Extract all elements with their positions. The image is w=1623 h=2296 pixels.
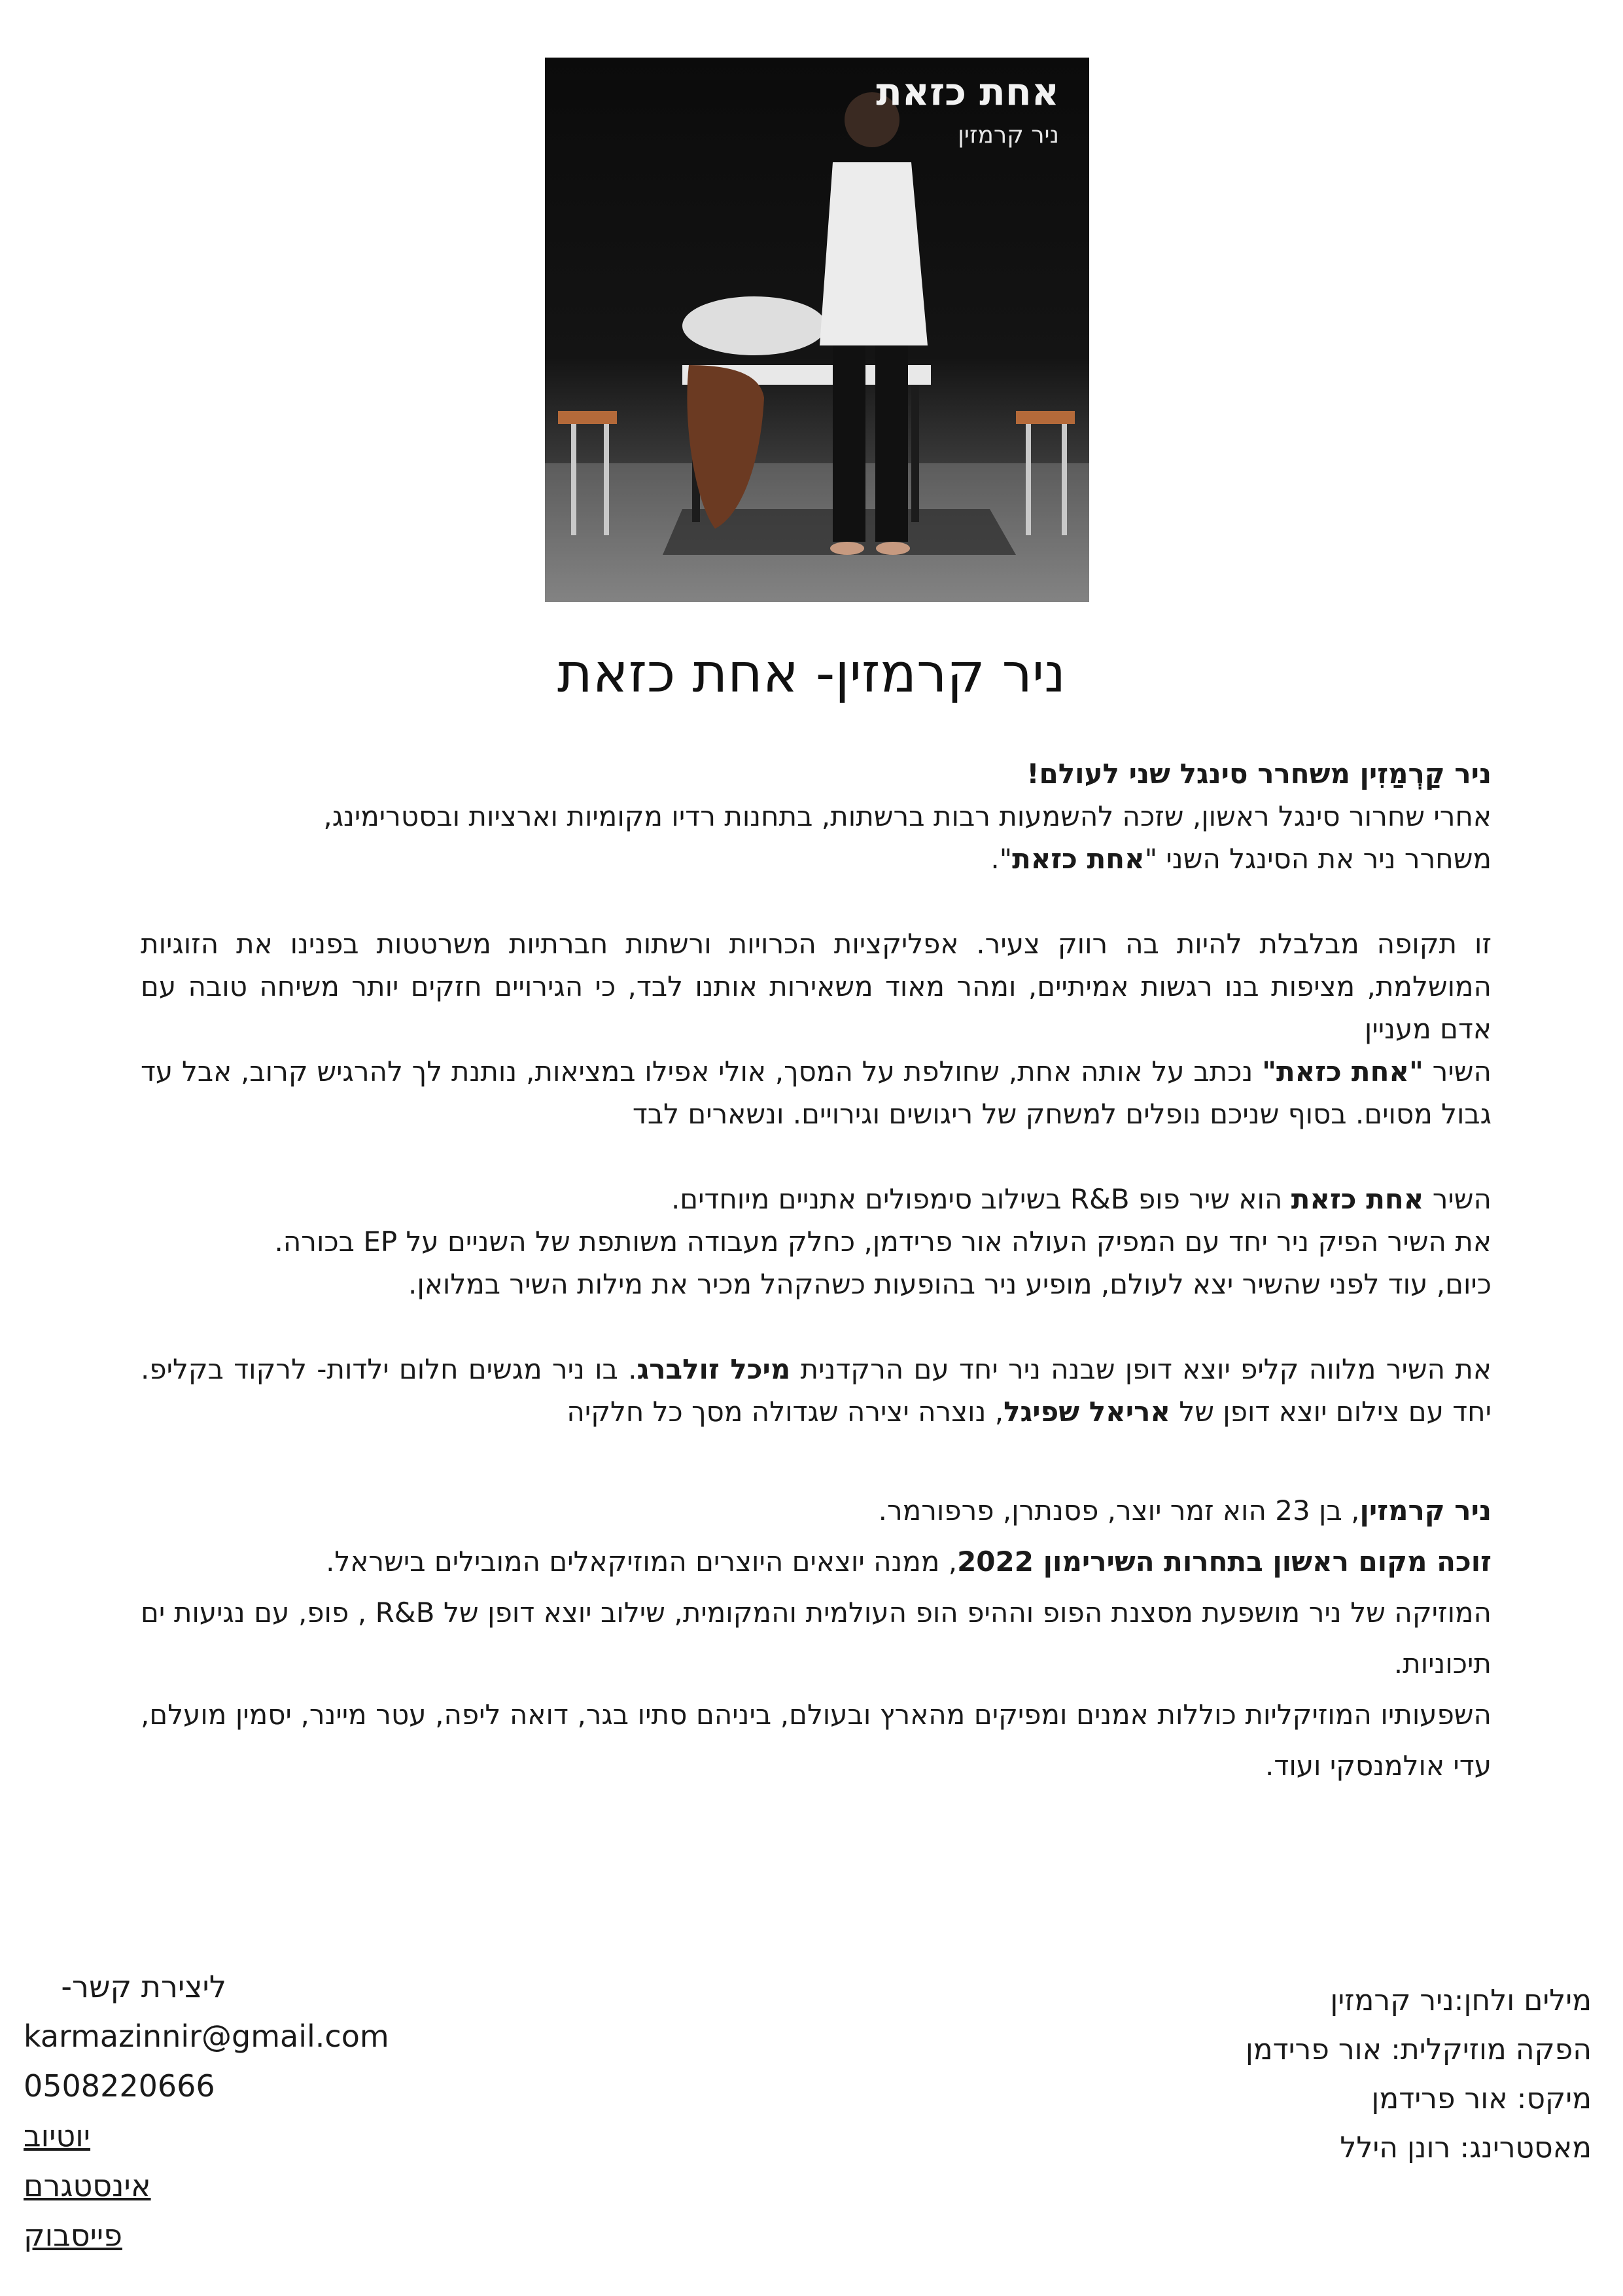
- youtube-link[interactable]: יוטיוב: [24, 2118, 91, 2153]
- bio-style: המוזיקה של ניר מושפעת מסצנת הפופ וההיפ הופ העולמית והמקומית, שילוב יוצא דופן של R&B , פופ, עם נגיעות ים תיכוניות.: [141, 1597, 1492, 1680]
- song-credits: [1003, 1976, 1592, 2172]
- paragraph-production: את השיר הפיק ניר יחד עם המפיק העולה אור פרידמן, כחלק מעבודה משותפת של השניים על EP בכורה.: [274, 1226, 1492, 1258]
- credit-mastering: מאסטרינג: רונן הילל: [1340, 2131, 1592, 2164]
- credit-lyrics-music: מילים ולחן:ניר קרמזין: [1330, 1984, 1592, 2017]
- contact-phone[interactable]: 0508220666: [24, 2068, 215, 2104]
- paragraph-song: השיר "אחת כזאת" נכתב על אותה אחת, שחולפת על המסך, אולי אפילו במציאות, נותנת לך להרגיש קרוב, אבל עד גבול מסוים. בסוף שניכם נופלים למשחק של ריגושים וגירויים. ונשארים לבד: [141, 1055, 1492, 1130]
- album-cover-image: [545, 58, 1089, 602]
- intro-line-1: אחרי שחרור סינגל ראשון, שזכה להשמעות רבות ברשתות, בתחנות רדיו מקומיות וארציות ובסטרימינג,: [323, 800, 1492, 832]
- cover-artist: ניר קרמזין: [958, 122, 1059, 149]
- paragraph-genre: השיר אחת כזאת הוא שיר פופ R&B בשילוב סימפולים אתניים מיוחדים.: [671, 1183, 1492, 1215]
- contact-block: [24, 1962, 481, 2260]
- credit-mix: מיקס: אור פרידמן: [1371, 2082, 1592, 2115]
- credit-production: הפקה מוזיקלית: אור פרידמן: [1245, 2033, 1592, 2066]
- contact-email[interactable]: karmazinnir@gmail.com: [24, 2019, 389, 2054]
- bio-influences: השפעותיו המוזיקליות כוללות אמנים ומפיקים מהארץ ובעולם, ביניהם סתיו בגר, דואה ליפה, עטר מיינר, יסמין מועלם, עדי אולמנסקי ועוד.: [141, 1699, 1492, 1782]
- press-release-body: [141, 752, 1492, 1792]
- facebook-link[interactable]: פייסבוק: [24, 2217, 122, 2253]
- bio-intro: ניר קרמזין, בן 23 הוא זמר יוצר, פסנתרן, פרפורמר.: [878, 1494, 1492, 1527]
- instagram-link[interactable]: אינסטגרם: [24, 2168, 151, 2203]
- paragraph-dating: זו תקופה מבלבלת להיות בה רווק צעיר. אפליקציות הכרויות ורשתות חברתיות משרטטות בפנינו את הזוגיות המושלמת, מציפות בנו רגשות אמיתיים, ומהר מאוד משאירות אותנו לבד, כי הגירויים חזקים יותר משיחה טובה עם אדם מעניין: [141, 928, 1492, 1045]
- paragraph-shows: כיום, עוד לפני שהשיר יצא לעולם, מופיע ניר בהופעות כשהקהל מכיר את מילות השיר במלואן.: [408, 1268, 1492, 1300]
- cover-title: אחת כזאת: [876, 69, 1059, 114]
- intro-line-2: משחרר ניר את הסינגל השני "אחת כזאת".: [990, 843, 1492, 875]
- intro-lead: ניר קַרְמַזִין משחרר סינגל שני לעולם!: [1026, 758, 1492, 790]
- paragraph-clip: את השיר מלווה קליפ יוצא דופן שבנה ניר יחד עם הרקדנית מיכל זולברג. בו ניר מגשים חלום ילדות- לרקוד בקליפ. יחד עם צילום יוצא דופן של אריאל שפיגל, נוצרה יצירה שגדולה מסך כל חלקיה: [141, 1353, 1492, 1428]
- contact-heading: ליצירת קשר-: [61, 1969, 226, 2004]
- page-title: ניר קרמזין- אחת כזאת: [557, 643, 1066, 705]
- bio-award: זוכה מקום ראשון בתחרות השירימון 2022, ממנה יוצאים היוצרים המוזיקאלים המובילים בישראל.: [326, 1545, 1492, 1578]
